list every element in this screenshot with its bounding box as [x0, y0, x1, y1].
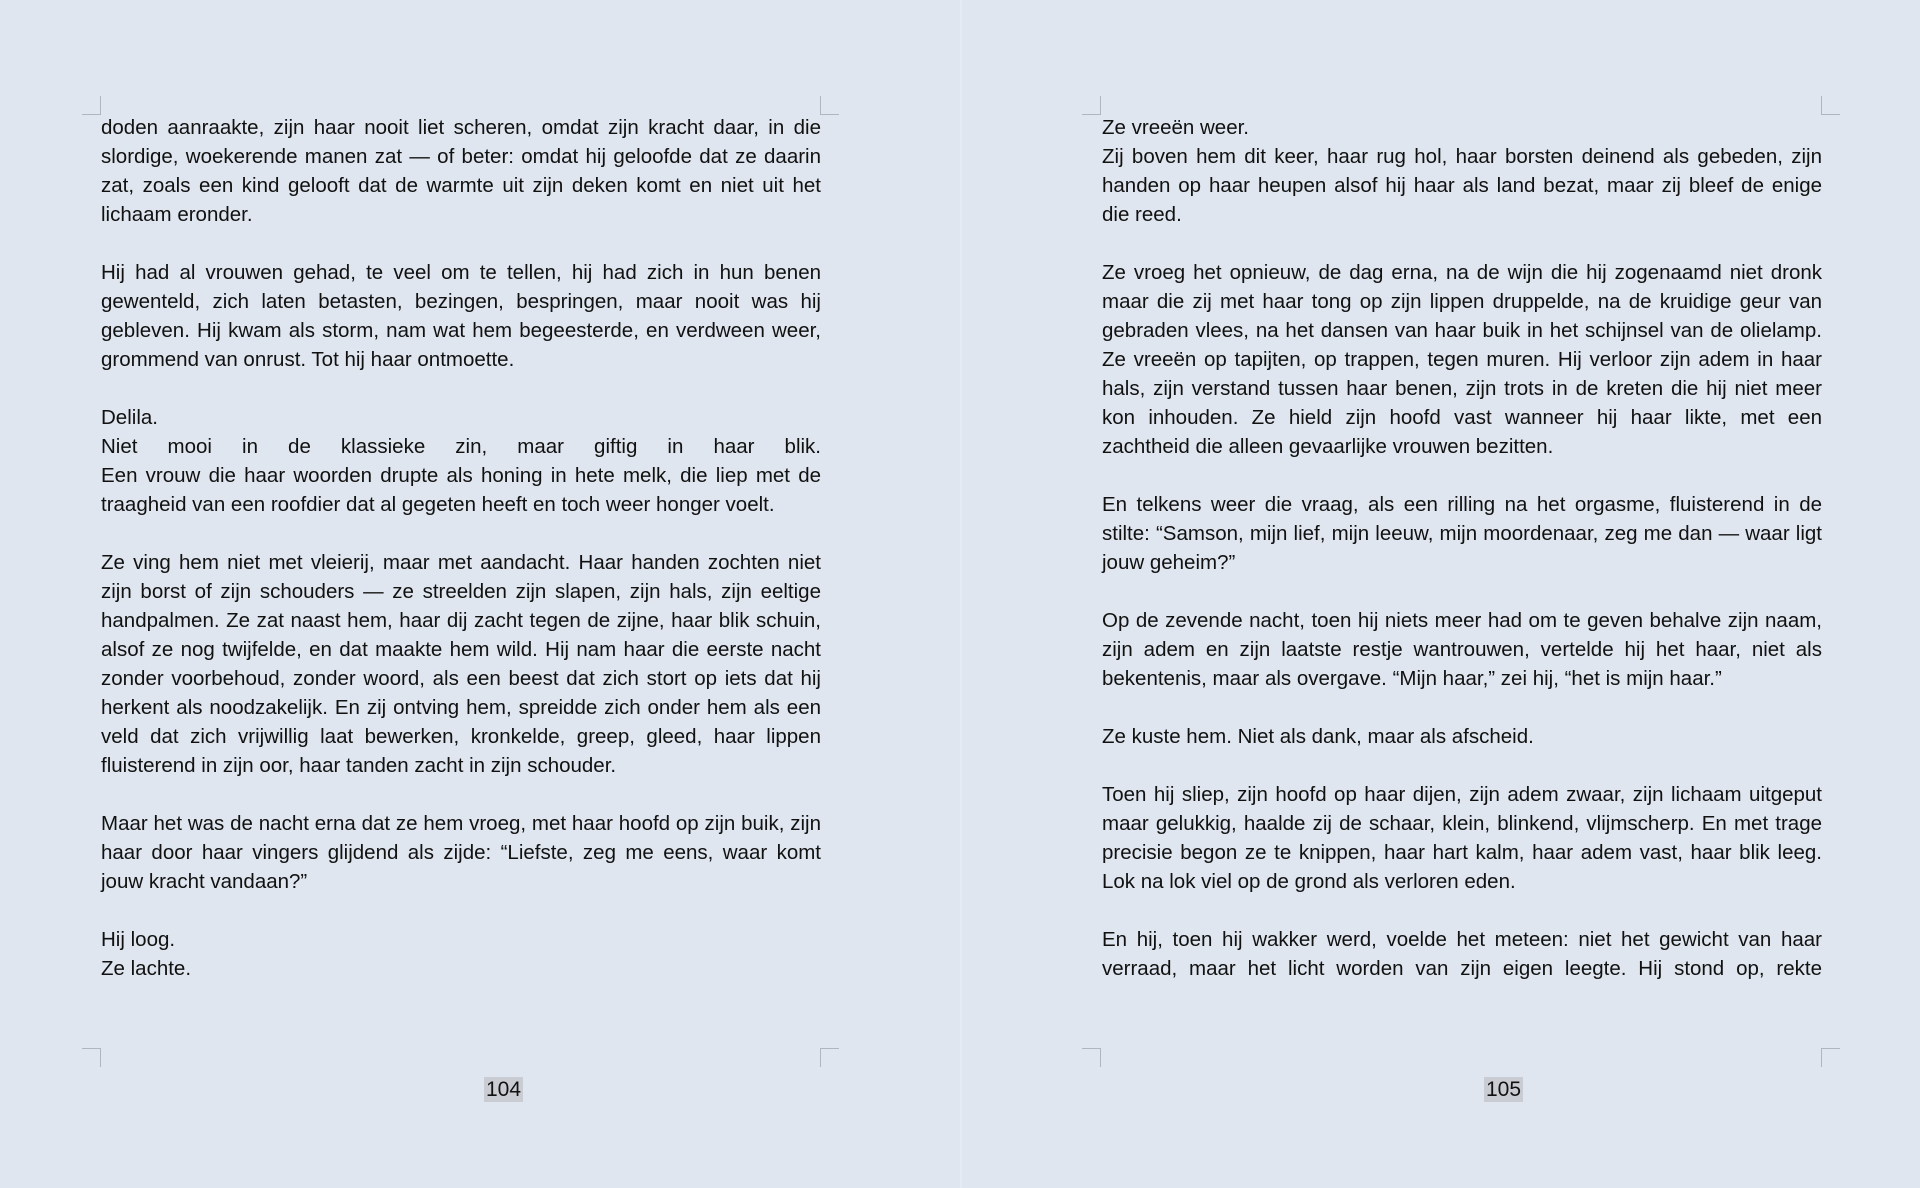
- paragraph: Een vrouw die haar woorden drupte als honing in hete melk, die liep met de traagheid van een roofdier dat al gegeten heeft en toch weer honger voelt.: [101, 464, 821, 516]
- paragraph: Ze lachte.: [101, 957, 192, 980]
- paragraph: Ze kuste hem. Niet als dank, maar als afscheid.: [1102, 725, 1534, 748]
- page-number: 105: [1486, 1078, 1522, 1101]
- paragraph: Hij loog.: [101, 928, 176, 951]
- crop-mark-top-left: [1082, 96, 1101, 115]
- paragraph: Ze ving hem niet met vleierij, maar met aandacht. Haar handen zochten niet zijn borst of zijn schouders — ze streelden zijn slapen, zijn hals, zijn eeltige handpalmen. Ze zat naast hem, haar dij zacht tegen de zijne, haar blik schuin, alsof ze nog twijfelde, en dat maakte hem wild. Hij nam haar die eerste nacht zonder voorbehoud, zonder woord, als een beest dat zich stort op iets dat hij herkent als noodzakelijk. En zij ontving hem, spreidde zich onder hem als een veld dat zich vrijwillig laat bewerken, kronkelde, greep, gleed, haar lippen fluisterend in zijn oor, haar tanden zacht in zijn schouder.: [101, 551, 821, 777]
- paragraph: En telkens weer die vraag, als een rilling na het orgasme, fluisterend in de stilte: “Samson, mijn lief, mijn leeuw, mijn moordenaar, zeg me dan — waar ligt jouw geheim?”: [1102, 493, 1822, 574]
- paragraph: Ze vroeg het opnieuw, de dag erna, na de wijn die hij zogenaamd niet dronk maar die zij met haar tong op zijn lippen druppelde, na de kruidige geur van gebraden vlees, na het dansen van haar buik in het schijnsel van de olielamp. Ze vreeën op tapijten, op trappen, tegen muren. Hij verloor zijn adem in haar hals, zijn verstand tussen haar benen, zijn trots in de kreten die hij niet meer kon inhouden. Ze hield zijn hoofd vast wanneer hij haar likte, met een zachtheid die alleen gevaarlijke vrouwen bezitten.: [1102, 261, 1822, 458]
- paragraph: Hij had al vrouwen gehad, te veel om te tellen, hij had zich in hun benen gewenteld, zich laten betasten, bezingen, bespringen, maar nooit was hij gebleven. Hij kwam als storm, nam wat hem begeesterde, en verdween weer, grommend van onrust. Tot hij haar ontmoette.: [101, 261, 821, 371]
- paragraph: Delila.: [101, 406, 158, 429]
- page-105: [962, 0, 1920, 1188]
- crop-mark-top-left: [82, 96, 101, 115]
- crop-mark-top-right: [820, 96, 839, 115]
- crop-mark-bottom-left: [1082, 1048, 1101, 1067]
- page-text-105[interactable]: [1102, 113, 1822, 983]
- paragraph: doden aanraakte, zijn haar nooit liet scheren, omdat zijn kracht daar, in die slordige, woekerende manen zat — of beter: omdat hij geloofde dat ze daarin zat, zoals een kind gelooft dat de warmte uit zijn deken komt en niet uit het lichaam eronder.: [101, 116, 821, 226]
- page-text-104[interactable]: [101, 113, 821, 983]
- paragraph: Maar het was de nacht erna dat ze hem vroeg, met haar hoofd op zijn buik, zijn haar door haar vingers glijdend als zijde: “Liefste, zeg me eens, waar komt jouw kracht vandaan?”: [101, 812, 821, 893]
- paragraph: Toen hij sliep, zijn hoofd op haar dijen, zijn adem zwaar, zijn lichaam uitgeput maar gelukkig, haalde zij de schaar, klein, blinkend, vlijmscherp. En met trage precisie begon ze te knippen, haar hart kalm, haar adem vast, haar blik leeg. Lok na lok viel op de grond als verloren eden.: [1102, 783, 1822, 893]
- paragraph: En hij, toen hij wakker werd, voelde het meteen: niet het gewicht van haar verraad, maar het licht worden van zijn eigen leegte. Hij stond op, rekte: [1102, 928, 1822, 980]
- paragraph: Ze vreeën weer.: [1102, 116, 1249, 139]
- crop-mark-bottom-right: [1821, 1048, 1840, 1067]
- crop-mark-bottom-right: [820, 1048, 839, 1067]
- paragraph: Niet mooi in de klassieke zin, maar giftig in haar blik.: [101, 435, 821, 458]
- page-number: 104: [486, 1078, 522, 1101]
- crop-mark-bottom-left: [82, 1048, 101, 1067]
- paragraph: Zij boven hem dit keer, haar rug hol, haar borsten deinend als gebeden, zijn handen op haar heupen alsof hij haar als land bezat, maar zij bleef de enige die reed.: [1102, 145, 1822, 226]
- crop-mark-top-right: [1821, 96, 1840, 115]
- paragraph: Op de zevende nacht, toen hij niets meer had om te geven behalve zijn naam, zijn adem en zijn laatste restje wantrouwen, vertelde hij het haar, niet als bekentenis, maar als overgave. “Mijn haar,” zei hij, “het is mijn haar.”: [1102, 609, 1822, 690]
